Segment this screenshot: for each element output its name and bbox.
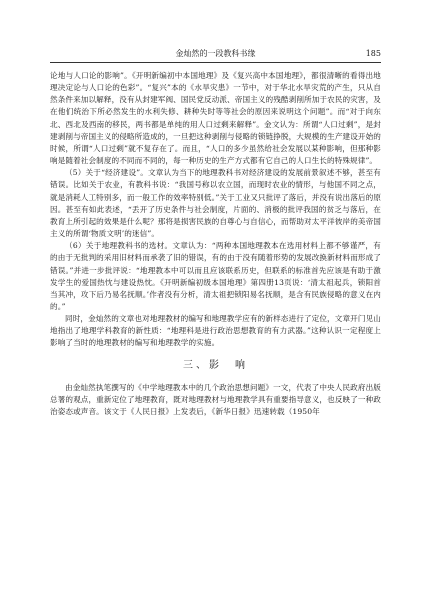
running-header	[50, 48, 381, 63]
body-text	[50, 70, 381, 418]
paragraph: 同时，金灿然的文章也对地理教材的编写和地理教学应有的新样态进行了定位，文章开门见山地指出了地理学科教育的新性质：“地理科是进行政治思想教育的有力武器。”这种认识一定程度上影响了当时的地理教材的编写和地理教学的实施。	[50, 314, 381, 348]
paragraph: 论地与人口论的影响”。《开明新编初中本国地理》及《复兴高中本国地理》，都很清晰的看得出地理决定论与人口论的色彩”。“复兴”本的《水旱灾患》一节中，对于华北水旱灾荒的产生，只从自然条件来加以解释，没有从封建军阀、国民党反动派、帝国主义的残酷剥削所加于农民的灾害，及在他们统治下所必然发生的水利失修、耕种失时等等社会的原因来说明这个问题”。而“对于向东北、西北及西南的移民，两书都是单纯的用人口过剩来解释”。金文认为：所谓“人口过剩”，是封建剥削与帝国主义的侵略所造成的，一旦把这种剥削与侵略的锁链挣脱，大规模的生产建设开始的时候，所谓“人口过剩”就不复存在了。而且，“人口的多少虽然给社会发展以某种影响，但那种影响是随着社会制度的不同而不同的，每一种历史的生产方式都有它自己的人口生长的特殊规律”。	[50, 71, 381, 166]
paragraph: 由金灿然执笔撰写的《中学地理教本中的几个政治思想问题》一文，代表了中央人民政府出版总署的观点，重新定位了地理教育，既对地理教材与地理教学具有重要指导意义，也反映了一种政治姿态或声音。该文于《人民日报》上发表后，《新华日报》迅速转载（1950年	[50, 382, 381, 417]
page-number: 185	[365, 49, 381, 58]
paragraph: （5）关于“经济建设”。文章认为当下的地理教科书对经济建设的发展前景叙述不够，甚至有错误。比如关于农业，有教科书说：“我国号称以农立国，而现时农业的情形，与他国不同之点，就是消耗人工特别多，而一般工作的效率特别低。”关于工业又只批评了落后，并没有说出落后的原因。甚至有如此表述，“丢开了历史条件与社会制度，片面的、消极的批评我国的贫乏与落后，在教育上所引起的效果是什么呢？那将是损害民族的自尊心与自信心，而帮助对太平洋彼岸的美帝国主义的所谓‘物质文明’的迷信”。	[50, 168, 382, 239]
running-title: 金灿然的一段教科书缘	[175, 49, 256, 58]
section-heading: 三、影 响	[183, 359, 248, 371]
paragraph: （6）关于地理教科书的选材。文章认为：“两种本国地理教本在选用材料上都不够谨严，有的由于无批判的采用旧材料而承袭了旧的错误，有的由于没有随着形势的发展改换新材料而形成了错误。”并进一步批评说：“地理教本中可以而且应该联系历史，但联系的标准首先应该是有助于激发学生的爱国热忱与建设热忱。《开明新编初级本国地理》第四册13页说：‘清太祖起兵，锁阳首当其冲，攻下后乃易名抚顺。’作者没有分析，清太祖把锁阳易名抚顺，是含有民族侵略的意义在内的。”	[50, 241, 381, 311]
